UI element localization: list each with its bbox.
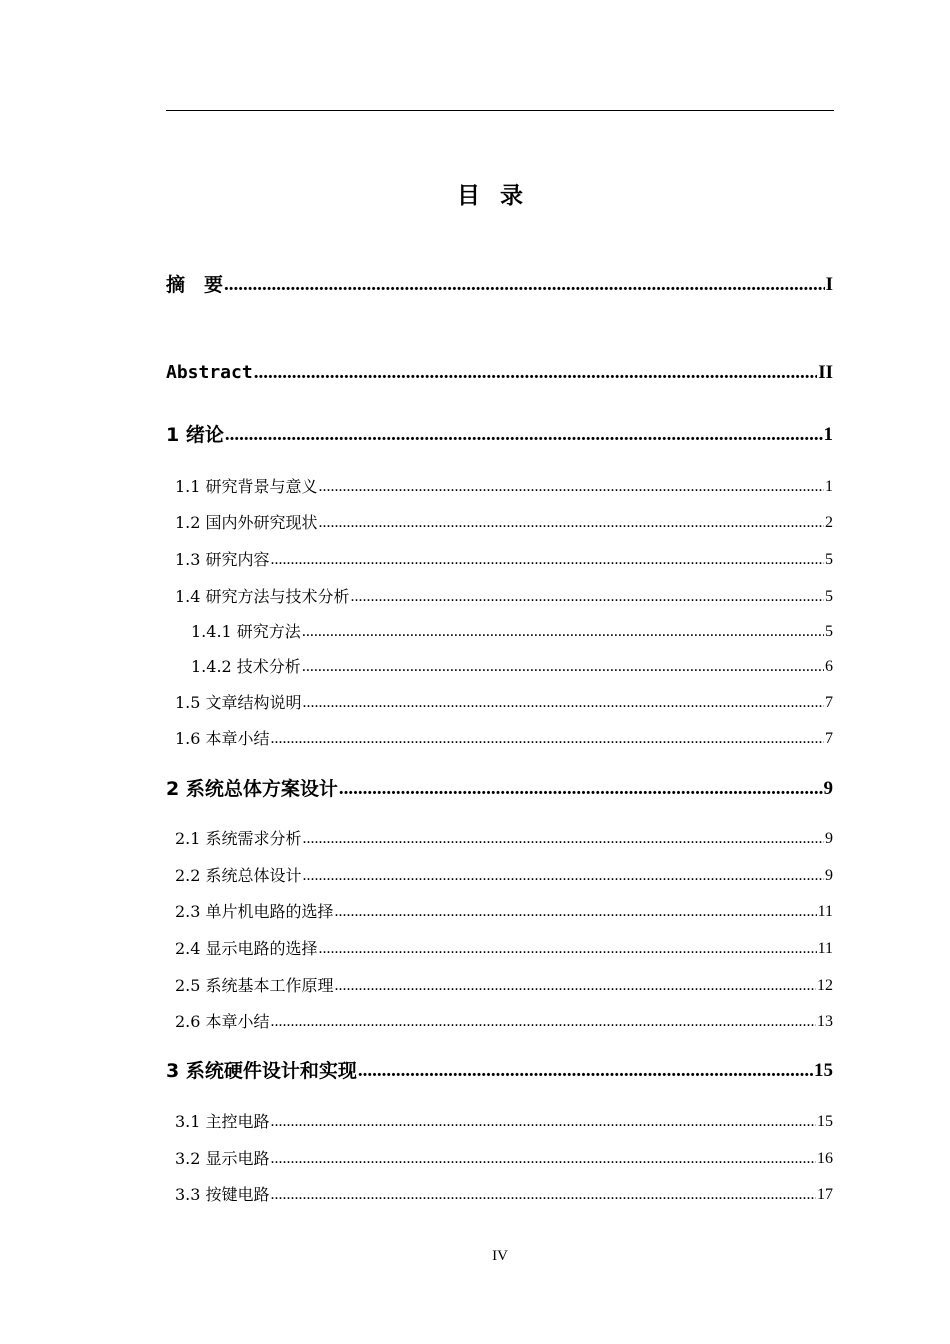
toc-entry-1-3[interactable]: [175, 548, 833, 572]
toc-leader-dots: [303, 827, 824, 851]
toc-entry-page: 9: [825, 830, 833, 847]
toc-leader-dots: [271, 1147, 816, 1171]
toc-leader-dots: [319, 937, 817, 961]
toc-entry-label: 2.6 本章小结: [175, 1012, 270, 1031]
toc-entry-page: 2: [825, 514, 833, 531]
toc-entry-page: 11: [817, 940, 833, 957]
toc-entry-label: 3.3 按键电路: [175, 1185, 270, 1204]
toc-leader-dots: [358, 1058, 813, 1084]
toc-leader-dots: [271, 548, 824, 572]
toc-leader-dots: [319, 475, 824, 499]
toc-leader-dots: [351, 585, 824, 609]
toc-entry-label: 1.2 国内外研究现状: [175, 513, 318, 532]
toc-entry-label: 1.1 研究背景与意义: [175, 477, 318, 496]
toc-entry-label: 1.5 文章结构说明: [175, 693, 302, 712]
toc-entry-page: 5: [825, 551, 833, 568]
page-number: IV: [492, 1248, 508, 1264]
toc-entry-label: 1 绪论: [166, 424, 224, 446]
toc-entry-1-4-1[interactable]: [191, 620, 833, 644]
toc-leader-dots: [319, 511, 824, 535]
toc-entry-label: 1.3 研究内容: [175, 550, 270, 569]
toc-entry-page: II: [818, 362, 833, 383]
toc-entry-page: 1: [825, 478, 833, 495]
toc-entry-label: 1.4.1 研究方法: [191, 622, 301, 641]
toc-entry-page: 1: [823, 424, 833, 445]
toc-leader-dots: [302, 620, 824, 644]
toc-leader-dots: [271, 727, 824, 751]
toc-entry-label: 2.2 系统总体设计: [175, 866, 302, 885]
toc-entry-page: 7: [825, 730, 833, 747]
toc-entry-page: 12: [817, 977, 833, 994]
toc-entry-page: 7: [825, 694, 833, 711]
toc-entry-label: 3.2 显示电路: [175, 1149, 270, 1168]
toc-entry-label: 1.4 研究方法与技术分析: [175, 587, 350, 606]
toc-entry-label: 2.3 单片机电路的选择: [175, 902, 334, 921]
toc-entry-abstract-en[interactable]: [166, 360, 833, 386]
toc-entry-3-3[interactable]: [175, 1183, 833, 1207]
toc-leader-dots: [302, 655, 824, 679]
toc-leader-dots: [271, 1183, 816, 1207]
toc-entry-label: 2.1 系统需求分析: [175, 829, 302, 848]
toc-entry-label: 摘 要: [166, 274, 224, 296]
toc-entry-label: 2.5 系统基本工作原理: [175, 976, 334, 995]
toc-entry-2-5[interactable]: [175, 974, 833, 998]
toc-entry-label: Abstract: [166, 362, 253, 383]
toc-entry-label: 2.4 显示电路的选择: [175, 939, 318, 958]
toc-entry-3-1[interactable]: [175, 1110, 833, 1134]
toc-entry-2-1[interactable]: [175, 827, 833, 851]
toc-entry-page: 15: [817, 1113, 833, 1130]
toc-entry-page: 9: [823, 778, 833, 799]
toc-entry-page: 6: [825, 658, 833, 675]
toc-entry-label: 1.6 本章小结: [175, 729, 270, 748]
toc-leader-dots: [335, 974, 816, 998]
toc-entry-page: 16: [817, 1150, 833, 1167]
toc-entry-page: 13: [817, 1013, 833, 1030]
toc-entry-label: 3 系统硬件设计和实现: [166, 1060, 357, 1082]
toc-entry-3-2[interactable]: [175, 1147, 833, 1171]
toc-leader-dots: [339, 776, 823, 802]
toc-entry-page: I: [825, 274, 833, 295]
toc-entry-label: 1.4.2 技术分析: [191, 657, 301, 676]
header-rule: [166, 110, 834, 111]
page-title: 目录: [457, 183, 543, 209]
toc-entry-chapter-3[interactable]: [166, 1058, 833, 1084]
toc-entry-1-2[interactable]: [175, 511, 833, 535]
toc-entry-chapter-1[interactable]: [166, 422, 833, 448]
toc-entry-2-2[interactable]: [175, 864, 833, 888]
toc-entry-2-6[interactable]: [175, 1010, 833, 1034]
toc-leader-dots: [335, 900, 817, 924]
toc-entry-page: 5: [825, 623, 833, 640]
toc-leader-dots: [303, 691, 824, 715]
toc-leader-dots: [225, 422, 823, 448]
toc-entry-1-4-2[interactable]: [191, 655, 833, 679]
toc-entry-1-5[interactable]: [175, 691, 833, 715]
toc-entry-page: 17: [817, 1186, 833, 1203]
toc-entry-page: 9: [825, 867, 833, 884]
toc-entry-1-4[interactable]: [175, 585, 833, 609]
toc-leader-dots: [254, 360, 818, 386]
toc-entry-abstract-cn[interactable]: [166, 272, 833, 298]
toc-leader-dots: [224, 272, 825, 298]
toc-entry-page: 15: [814, 1060, 833, 1081]
toc-entry-2-4[interactable]: [175, 937, 833, 961]
toc-entry-2-3[interactable]: [175, 900, 833, 924]
toc-leader-dots: [271, 1010, 816, 1034]
toc-leader-dots: [303, 864, 824, 888]
toc-entry-page: 11: [817, 903, 833, 920]
toc-entry-page: 5: [825, 588, 833, 605]
toc-leader-dots: [271, 1110, 816, 1134]
toc-entry-1-1[interactable]: [175, 475, 833, 499]
toc-entry-label: 3.1 主控电路: [175, 1112, 270, 1131]
toc-entry-chapter-2[interactable]: [166, 776, 833, 802]
toc-entry-1-6[interactable]: [175, 727, 833, 751]
toc-entry-label: 2 系统总体方案设计: [166, 778, 338, 800]
